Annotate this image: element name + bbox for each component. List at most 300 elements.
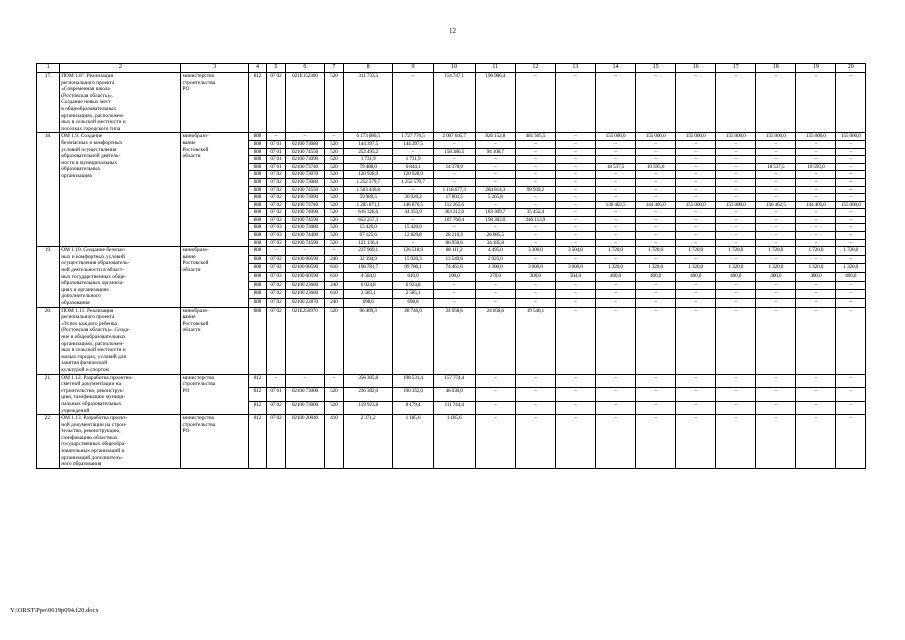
value-cell: – xyxy=(555,178,595,186)
table-row xyxy=(37,73,866,133)
value-cell: 400,0 xyxy=(796,273,836,282)
value-cell: – xyxy=(836,281,866,290)
value-cell: – xyxy=(756,186,796,194)
value-cell: – xyxy=(836,148,866,156)
value-cell: – xyxy=(716,307,756,374)
value-cell: – xyxy=(324,247,343,256)
value-cell: – xyxy=(475,163,515,171)
value-cell: – xyxy=(475,178,515,186)
value-cell: 02100 73740 xyxy=(285,201,324,209)
value-cell: 2 007 645,7 xyxy=(433,133,475,141)
value-cell: – xyxy=(266,247,285,256)
value-cell: 136 462,5 xyxy=(756,201,796,209)
value-cell: 120 928,9 xyxy=(393,171,433,179)
executor: минобразо- вание Ростовской области xyxy=(181,133,249,247)
value-cell: 300,0 xyxy=(515,273,555,282)
value-cell: 07 02 xyxy=(266,194,285,202)
value-cell: – xyxy=(756,290,796,299)
value-cell: 808 xyxy=(248,247,266,256)
value-cell: 114 747,1 xyxy=(433,73,475,133)
value-cell: 1 320,0 xyxy=(636,264,676,273)
value-cell: – xyxy=(595,298,635,307)
value-cell: 400,0 xyxy=(636,273,676,282)
value-cell: 3 000,0 xyxy=(555,264,595,273)
value-cell: – xyxy=(796,232,836,240)
value-cell: 155 000,0 xyxy=(756,133,796,141)
value-cell: – xyxy=(716,415,756,469)
value-cell: 2 371,2 xyxy=(343,415,393,469)
value-cell: – xyxy=(756,156,796,164)
footer-file-path: Y:\ORST\Ppo\0619p094.f20.docx xyxy=(10,607,99,614)
value-cell: – xyxy=(756,224,796,232)
value-cell: – xyxy=(676,156,716,164)
value-cell: 18 537,5 xyxy=(595,163,635,171)
page-number: 12 xyxy=(449,27,456,35)
value-cell: – xyxy=(716,178,756,186)
value-cell: 3 504,0 xyxy=(555,247,595,256)
value-cell: – xyxy=(636,281,676,290)
measure-name: ОМ 1.12. Разработка проектно- сметной документации на строительство, реконструк- цию, газификацию муници- пальных образовательных учреждений xyxy=(60,374,181,415)
value-cell: 14 378,9 xyxy=(433,163,475,171)
value-cell: 07 02 xyxy=(266,298,285,307)
value-cell: 88 111,2 xyxy=(433,247,475,256)
value-cell: 808 xyxy=(248,133,266,141)
value-cell: – xyxy=(676,307,716,374)
value-cell: 504,0 xyxy=(555,273,595,282)
executor: минобразо- вание Ростовской области xyxy=(181,307,249,374)
value-cell: – xyxy=(555,201,595,209)
value-cell: 6 924,8 xyxy=(343,281,393,290)
value-cell: – xyxy=(756,298,796,307)
value-cell: – xyxy=(475,388,515,402)
value-cell: 59 989,5 xyxy=(343,194,393,202)
value-cell: 4 495,0 xyxy=(475,247,515,256)
value-cell: – xyxy=(636,232,676,240)
value-cell: – xyxy=(515,255,555,264)
value-cell: – xyxy=(676,255,716,264)
header-cell: 17 xyxy=(716,64,756,73)
value-cell: 808 xyxy=(248,290,266,299)
value-cell: – xyxy=(433,171,475,179)
value-cell: 02100 73070 xyxy=(285,171,324,179)
value-cell: – xyxy=(475,171,515,179)
value-cell: – xyxy=(636,216,676,224)
value-cell: – xyxy=(515,401,555,415)
value-cell: – xyxy=(756,415,796,469)
value-cell: 190 781,7 xyxy=(343,264,393,273)
value-cell: 400,0 xyxy=(676,273,716,282)
value-cell: – xyxy=(836,216,866,224)
value-cell: – xyxy=(676,374,716,388)
value-cell: – xyxy=(475,156,515,164)
value-cell: 240 xyxy=(324,298,343,307)
value-cell: 520 xyxy=(324,209,343,217)
value-cell: 610,0 xyxy=(393,273,433,282)
value-cell: 155 000,0 xyxy=(595,133,635,141)
value-cell: – xyxy=(595,216,635,224)
value-cell: – xyxy=(716,388,756,402)
value-cell: – xyxy=(515,194,555,202)
value-cell: 24 058,6 xyxy=(433,307,475,374)
measure-name: ОМ 1.13. Разработка проект- ной документации на строи- тельство, реконструкцию, газификацию областных государственных общеобра- зовательных организаций и организаций дополнитель- ного образования xyxy=(60,415,181,469)
value-cell: – xyxy=(555,73,595,133)
value-cell: – xyxy=(595,415,635,469)
value-cell: 400,0 xyxy=(716,273,756,282)
value-cell: – xyxy=(475,201,515,209)
value-cell: – xyxy=(796,140,836,148)
value-cell: 02100 23660 xyxy=(285,290,324,299)
value-cell: 155 000,0 xyxy=(716,201,756,209)
value-cell: 02100 20040 xyxy=(285,415,324,469)
value-cell: 02100 73000 xyxy=(285,388,324,402)
value-cell: 1 731,9 xyxy=(393,156,433,164)
value-cell: – xyxy=(515,298,555,307)
value-cell: – xyxy=(756,307,796,374)
header-cell: 6 xyxy=(285,64,324,73)
value-cell: 4 584,0 xyxy=(343,273,393,282)
value-cell: – xyxy=(676,163,716,171)
value-cell: – xyxy=(796,401,836,415)
header-cell: 12 xyxy=(515,64,555,73)
value-cell: – xyxy=(555,255,595,264)
value-cell: – xyxy=(836,186,866,194)
value-cell: – xyxy=(716,401,756,415)
value-cell: 808 xyxy=(248,171,266,179)
value-cell: – xyxy=(433,156,475,164)
value-cell: – xyxy=(836,255,866,264)
table-row xyxy=(37,307,866,374)
value-cell: – xyxy=(555,209,595,217)
value-cell: 07 02 xyxy=(266,171,285,179)
value-cell: – xyxy=(756,148,796,156)
value-cell: – xyxy=(676,216,716,224)
value-cell: – xyxy=(836,73,866,133)
value-cell: – xyxy=(716,232,756,240)
value-cell: – xyxy=(756,209,796,217)
value-cell: 808 xyxy=(248,194,266,202)
value-cell: 111 744,4 xyxy=(433,401,475,415)
value-cell: – xyxy=(836,298,866,307)
value-cell: – xyxy=(756,239,796,247)
value-cell: 02100 74590 xyxy=(285,216,324,224)
value-cell: 07 03 xyxy=(266,273,285,282)
value-cell: – xyxy=(515,239,555,247)
value-cell: – xyxy=(676,171,716,179)
value-cell: 13 549,6 xyxy=(433,255,475,264)
executor: министерство строительства РО xyxy=(181,415,249,469)
value-cell: – xyxy=(515,232,555,240)
value-cell: – xyxy=(595,255,635,264)
header-cell: 3 xyxy=(181,64,249,73)
value-cell: 1 118 677,3 xyxy=(433,186,475,194)
value-cell: 18 537,5 xyxy=(756,163,796,171)
value-cell: – xyxy=(285,133,324,141)
value-cell: – xyxy=(595,148,635,156)
value-cell: 28 210,3 xyxy=(433,232,475,240)
value-cell: 07 02 xyxy=(266,255,285,264)
value-cell: 5 265,8 xyxy=(475,194,515,202)
value-cell: – xyxy=(595,140,635,148)
value-cell: 144 397,5 xyxy=(393,140,433,148)
value-cell: 2 925,0 xyxy=(475,255,515,264)
header-cell: 4 xyxy=(248,64,266,73)
value-cell: 07 02 xyxy=(266,281,285,290)
value-cell: 1 320,0 xyxy=(836,264,866,273)
value-cell: – xyxy=(595,209,635,217)
value-cell: 610 xyxy=(324,264,343,273)
value-cell: 400,0 xyxy=(836,273,866,282)
value-cell: 155 000,0 xyxy=(676,133,716,141)
value-cell: 32 394,9 xyxy=(343,255,393,264)
value-cell: 67 125,6 xyxy=(343,232,393,240)
value-cell: 270,0 xyxy=(475,273,515,282)
value-cell: 610 xyxy=(324,290,343,299)
value-cell: – xyxy=(636,298,676,307)
value-cell: 812 xyxy=(248,415,266,469)
header-cell: 7 xyxy=(324,64,343,73)
value-cell: 121 136,4 xyxy=(343,239,393,247)
header-cell: 19 xyxy=(796,64,836,73)
value-cell: – xyxy=(676,232,716,240)
value-cell: – xyxy=(555,401,595,415)
value-cell: 520 xyxy=(324,216,343,224)
value-cell: 136 462,5 xyxy=(595,201,635,209)
value-cell: – xyxy=(796,307,836,374)
value-cell: – xyxy=(676,148,716,156)
value-cell: – xyxy=(676,186,716,194)
value-cell: – xyxy=(636,171,676,179)
value-cell: 35 452,4 xyxy=(515,209,555,217)
value-cell: 826 152,8 xyxy=(475,133,515,141)
value-cell: 07 03 xyxy=(266,239,285,247)
value-cell: 520 xyxy=(324,156,343,164)
row-number: 18. xyxy=(37,133,60,247)
value-cell: 26 085,5 xyxy=(475,232,515,240)
value-cell: 07 02 xyxy=(266,186,285,194)
value-cell: 144 405,0 xyxy=(636,201,676,209)
header-cell: 9 xyxy=(393,64,433,73)
value-cell: – xyxy=(716,194,756,202)
value-cell: – xyxy=(324,374,343,388)
value-cell: 155 000,0 xyxy=(716,133,756,141)
value-cell: 808 xyxy=(248,178,266,186)
value-cell: 158 386,5 xyxy=(433,148,475,156)
value-cell: 07 02 xyxy=(266,178,285,186)
value-cell: 1 185,6 xyxy=(393,415,433,469)
value-cell: 520 xyxy=(324,148,343,156)
value-cell: – xyxy=(555,171,595,179)
value-cell: 1 720,0 xyxy=(676,247,716,256)
value-cell: – xyxy=(756,194,796,202)
value-cell: 356 305,8 xyxy=(343,374,393,388)
value-cell: – xyxy=(595,239,635,247)
row-number: 17. xyxy=(37,73,60,133)
value-cell: 1 720,0 xyxy=(716,247,756,256)
value-cell: – xyxy=(555,298,595,307)
value-cell: 240 xyxy=(324,255,343,264)
value-cell: – xyxy=(324,133,343,141)
value-cell: – xyxy=(636,186,676,194)
value-cell: – xyxy=(515,388,555,402)
value-cell: – xyxy=(836,171,866,179)
header-cell: 10 xyxy=(433,64,475,73)
header-cell: 8 xyxy=(343,64,393,73)
value-cell: 24 058,6 xyxy=(475,307,515,374)
value-cell: 112 265,6 xyxy=(433,201,475,209)
value-cell: – xyxy=(515,178,555,186)
value-cell: 144 405,0 xyxy=(796,201,836,209)
value-cell: 6 844,1 xyxy=(393,163,433,171)
value-cell: – xyxy=(836,374,866,388)
value-cell: 808 xyxy=(248,232,266,240)
value-cell: 15 420,0 xyxy=(393,224,433,232)
value-cell: 02100 74550 xyxy=(285,148,324,156)
value-cell: 236 382,0 xyxy=(343,388,393,402)
value-cell: 1 320,0 xyxy=(676,264,716,273)
measure-name: ПОМ 1.11. Реализация регионального проекта «Успех каждого ребенка (Ростовская область)». Созда- ние в общеобразовательных организациях, расположен- ных в сельской местности и малых городах, условий для занятия физической культурой и спортом xyxy=(60,307,181,374)
value-cell: 1 300,0 xyxy=(475,264,515,273)
value-cell: – xyxy=(716,148,756,156)
value-cell: – xyxy=(475,281,515,290)
value-cell: – xyxy=(515,201,555,209)
value-cell: – xyxy=(756,374,796,388)
value-cell: 17 803,5 xyxy=(433,194,475,202)
value-cell: 812 xyxy=(248,401,266,415)
value-cell: – xyxy=(433,140,475,148)
value-cell: – xyxy=(636,415,676,469)
value-cell: 07 02 xyxy=(266,216,285,224)
value-cell: – xyxy=(636,209,676,217)
value-cell: – xyxy=(676,73,716,133)
value-cell: 07 03 xyxy=(266,224,285,232)
value-cell: – xyxy=(555,163,595,171)
value-cell: – xyxy=(756,401,796,415)
value-cell: – xyxy=(676,281,716,290)
value-cell: 3 000,0 xyxy=(515,264,555,273)
value-cell: – xyxy=(515,156,555,164)
value-cell: – xyxy=(393,186,433,194)
value-cell: – xyxy=(796,415,836,469)
value-cell: – xyxy=(266,133,285,141)
value-cell: – xyxy=(716,163,756,171)
measure-name: ОМ 1.9. Создание безопасных и комфортных условий осуществления образовательной деятель- ности в муниципальных образовательных организациях xyxy=(60,133,181,247)
header-cell: 18 xyxy=(756,64,796,73)
value-cell: 808 xyxy=(248,209,266,217)
value-cell: 520 xyxy=(324,73,343,133)
value-cell: – xyxy=(555,186,595,194)
value-cell: 1 320,0 xyxy=(756,264,796,273)
value-cell: 808 xyxy=(248,148,266,156)
value-cell: – xyxy=(595,401,635,415)
value-cell: – xyxy=(636,178,676,186)
value-cell: 46 030,0 xyxy=(433,388,475,402)
value-cell: – xyxy=(716,216,756,224)
value-cell: 07 02 xyxy=(266,264,285,273)
value-cell: – xyxy=(716,298,756,307)
value-cell: 1 720,0 xyxy=(796,247,836,256)
value-cell: 481 505,5 xyxy=(515,133,555,141)
value-cell: – xyxy=(475,401,515,415)
value-cell: – xyxy=(796,224,836,232)
value-cell: 520 xyxy=(324,171,343,179)
value-cell: 021E250970 xyxy=(285,307,324,374)
value-cell: – xyxy=(796,216,836,224)
value-cell: 02100 74400 xyxy=(285,232,324,240)
value-cell: – xyxy=(433,290,475,299)
value-cell: – xyxy=(796,209,836,217)
value-cell: 808 xyxy=(248,224,266,232)
value-cell: 363 212,6 xyxy=(433,209,475,217)
value-cell: – xyxy=(555,281,595,290)
value-cell: – xyxy=(595,178,635,186)
value-cell: 698,6 xyxy=(343,298,393,307)
value-cell: – xyxy=(475,374,515,388)
value-cell: 74 461,6 xyxy=(433,264,475,273)
value-cell: 196 986,4 xyxy=(475,73,515,133)
value-cell: – xyxy=(836,415,866,469)
value-cell: – xyxy=(515,163,555,171)
value-cell: – xyxy=(515,374,555,388)
value-cell: 1 727 776,5 xyxy=(393,133,433,141)
value-cell: 808 xyxy=(248,216,266,224)
value-cell: 19 546,1 xyxy=(515,307,555,374)
value-cell: – xyxy=(796,156,836,164)
value-cell: 02100 00590 xyxy=(285,255,324,264)
value-cell: – xyxy=(555,239,595,247)
value-cell: – xyxy=(555,156,595,164)
value-cell: – xyxy=(796,194,836,202)
value-cell: 808 xyxy=(248,273,266,282)
value-cell: 812 xyxy=(248,388,266,402)
value-cell: 1 720,0 xyxy=(756,247,796,256)
value-cell: 99 780,1 xyxy=(393,264,433,273)
value-cell: 6 924,8 xyxy=(393,281,433,290)
value-cell: – xyxy=(716,374,756,388)
value-cell: 02100 74090 xyxy=(285,209,324,217)
value-cell: – xyxy=(796,171,836,179)
executor: министерство строительства РО xyxy=(181,374,249,415)
value-cell: – xyxy=(836,224,866,232)
value-cell: – xyxy=(676,224,716,232)
header-cell: 2 xyxy=(60,64,181,73)
value-cell: – xyxy=(515,415,555,469)
value-cell: – xyxy=(676,388,716,402)
value-cell: – xyxy=(836,163,866,171)
value-cell: – xyxy=(555,232,595,240)
value-cell: – xyxy=(393,239,433,247)
table-row xyxy=(37,133,866,141)
value-cell: 07 01 xyxy=(266,388,285,402)
value-cell: – xyxy=(836,290,866,299)
value-cell: – xyxy=(756,255,796,264)
value-cell: 79 488,0 xyxy=(343,163,393,171)
value-cell: – xyxy=(555,148,595,156)
value-cell: 6 173 080,5 xyxy=(343,133,393,141)
value-cell: – xyxy=(595,156,635,164)
value-cell: 520 xyxy=(324,307,343,374)
value-cell: – xyxy=(796,388,836,402)
value-cell: 610 xyxy=(324,273,343,282)
value-cell: – xyxy=(636,290,676,299)
value-cell: – xyxy=(836,388,866,402)
value-cell: 1 320,0 xyxy=(796,264,836,273)
value-cell: 15 920,3 xyxy=(393,255,433,264)
value-cell: – xyxy=(393,216,433,224)
value-cell: 410 xyxy=(324,415,343,469)
value-cell: 520 xyxy=(324,401,343,415)
value-cell: – xyxy=(555,140,595,148)
value-cell: – xyxy=(836,194,866,202)
